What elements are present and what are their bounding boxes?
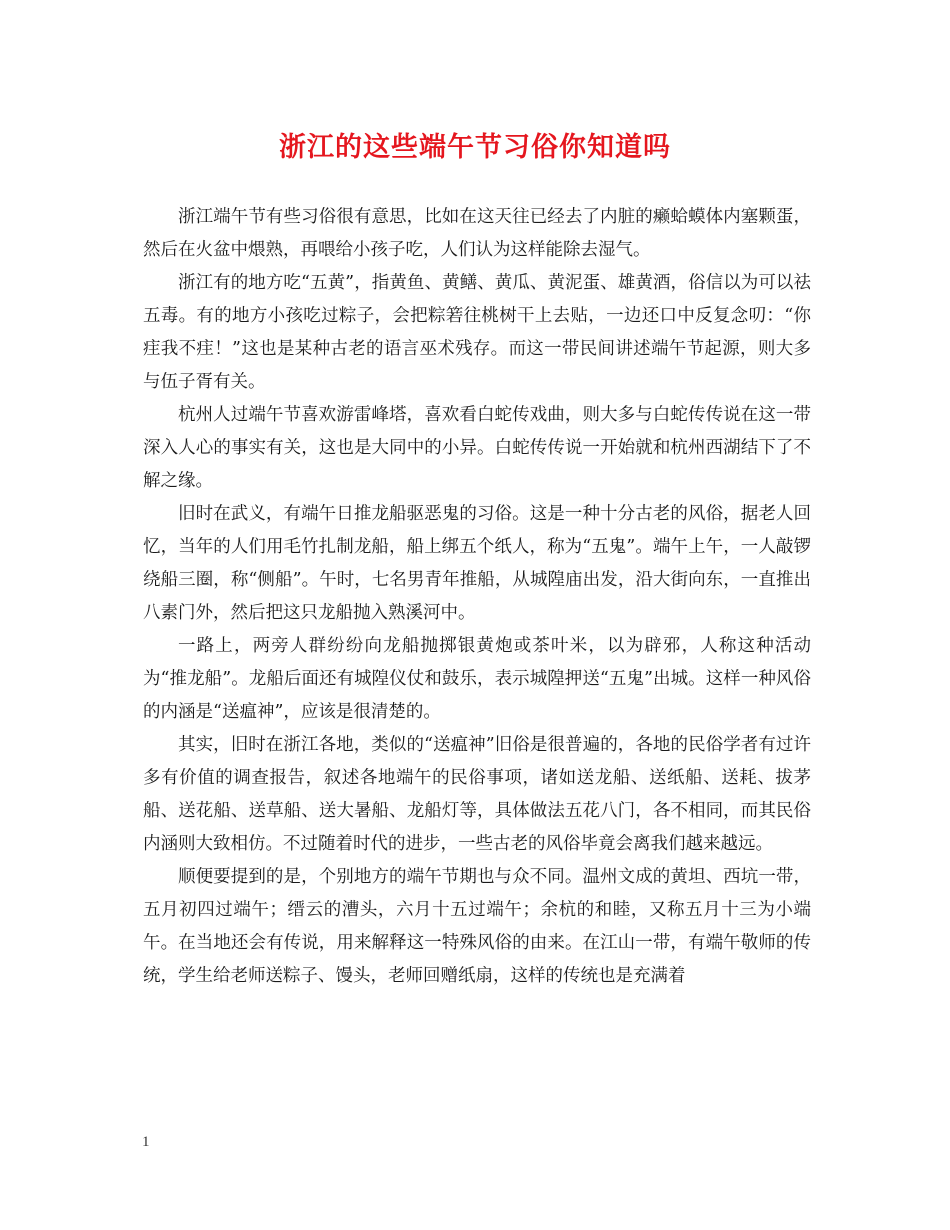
paragraph-4: 旧时在武义，有端午日推龙船驱恶鬼的习俗。这是一种十分古老的风俗，据老人回忆，当年的人们用毛竹扎制龙船，船上绑五个纸人，称为“五鬼”。端午上午，一人敲锣绕船三圈，称“侧船”。午时，七名男青年推船，从城隍庙出发，沿大街向东，一直推出八素门外，然后把这只龙船抛入熟溪河中。 — [143, 504, 811, 623]
page-number: 1 — [142, 1134, 150, 1150]
paragraph-5: 一路上，两旁人群纷纷向龙船抛掷银黄炮或茶叶米，以为辟邪，人称这种活动为“推龙船”。龙船后面还有城隍仪仗和鼓乐，表示城隍押送“五鬼”出城。这样一种风俗的内涵是“送瘟神”，应该是很清楚的。 — [143, 636, 811, 722]
document-title: 浙江的这些端午节习俗你知道吗 — [279, 132, 671, 163]
paragraph-7: 顺便要提到的是，个别地方的端午节期也与众不同。温州文成的黄坦、西坑一带，五月初四过端午；缙云的漕头，六月十五过端午；余杭的和睦，又称五月十三为小端午。在当地还会有传说，用来解释这一特殊风俗的由来。在江山一带，有端午敬师的传统，学生给老师送粽子、馒头，老师回赠纸扇，这样的传统也是充满着 — [143, 867, 811, 986]
paragraph-1: 浙江端午节有些习俗很有意思，比如在这天往已经去了内脏的癞蛤蟆体内塞颗蛋，然后在火盆中煨熟，再喂给小孩子吃，人们认为这样能除去湿气。 — [143, 207, 811, 260]
document-body — [143, 201, 811, 993]
paragraph-6: 其实，旧时在浙江各地，类似的“送瘟神”旧俗是很普遍的，各地的民俗学者有过许多有价值的调查报告，叙述各地端午的民俗事项，诸如送龙船、送纸船、送耗、拔茅船、送花船、送草船、送大暑船、龙船灯等，具体做法五花八门，各不相同，而其民俗内涵则大致相仿。不过随着时代的进步，一些古老的风俗毕竟会离我们越来越远。 — [143, 735, 811, 854]
paragraph-2: 浙江有的地方吃“五黄”，指黄鱼、黄鳝、黄瓜、黄泥蛋、雄黄酒，俗信以为可以祛五毒。有的地方小孩吃过粽子，会把粽箬往桃树干上去贴，一边还口中反复念叨：“你疰我不疰！”这也是某种古老的语言巫术残存。而这一带民间讲述端午节起源，则大多与伍子胥有关。 — [143, 273, 811, 392]
paragraph-3: 杭州人过端午节喜欢游雷峰塔，喜欢看白蛇传戏曲，则大多与白蛇传传说在这一带深入人心的事实有关，这也是大同中的小异。白蛇传传说一开始就和杭州西湖结下了不解之缘。 — [143, 405, 811, 491]
